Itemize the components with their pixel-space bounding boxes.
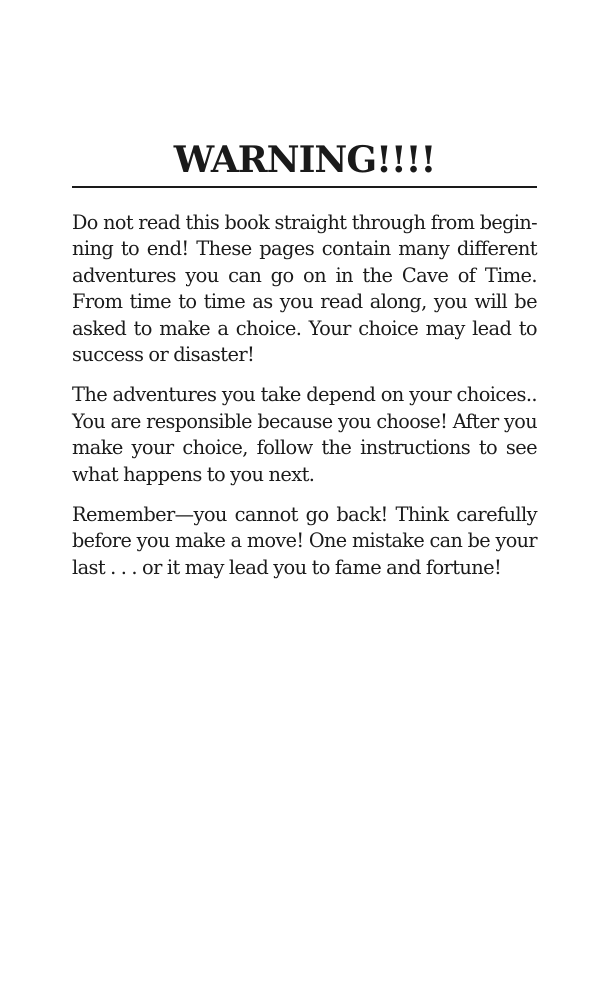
paragraph-1: [72, 210, 537, 368]
text-line: From time to time as you read along, you will be: [72, 290, 537, 314]
title-divider: [72, 186, 537, 188]
text-line: make your choice, follow the instructions to see: [72, 436, 537, 460]
text-line: Do not read this book straight through from begin-: [72, 211, 537, 234]
paragraph-2: [72, 382, 537, 488]
text-line: last . . . or it may lead you to fame and fortune!: [72, 555, 502, 579]
page-content: [72, 138, 537, 595]
text-line: Remember—you cannot go back! Think carefully: [72, 503, 537, 527]
paragraph-3: [72, 502, 537, 581]
text-line: asked to make a choice. Your choice may lead to: [72, 316, 537, 340]
text-line: You are responsible because you choose! After you: [72, 409, 537, 433]
text-line: before you make a move! One mistake can be your: [72, 529, 537, 553]
text-line: adventures you can go on in the Cave of Time.: [72, 263, 537, 287]
text-line: what happens to you next.: [72, 462, 315, 486]
text-line: ning to end! These pages contain many different: [72, 237, 537, 261]
text-line: success or disaster!: [72, 343, 255, 367]
text-line: The adventures you take depend on your choices..: [72, 383, 537, 407]
page-title: WARNING!!!!: [173, 139, 436, 181]
